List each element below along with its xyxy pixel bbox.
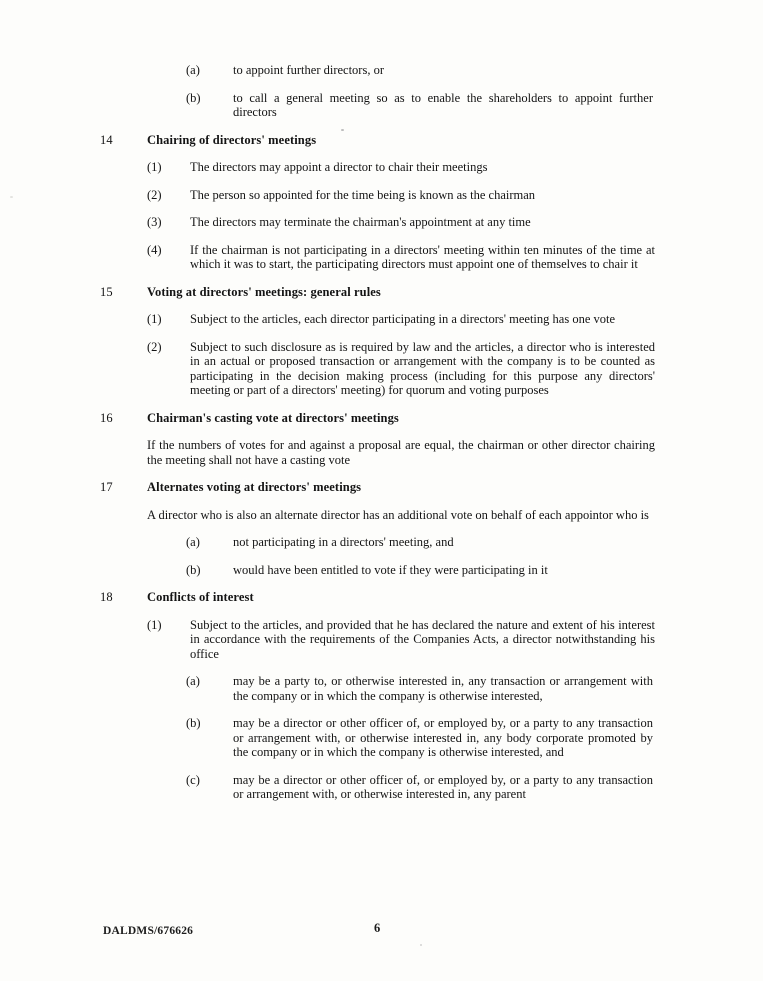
item-label: (2): [147, 339, 162, 354]
section-number: 14: [100, 132, 113, 147]
list-item-row: [0, 773, 763, 802]
paragraph: [0, 508, 763, 523]
item-text: would have been entitled to vote if they were participating in it: [233, 562, 548, 577]
item-text: to call a general meeting so as to enable the shareholders to appoint further directors: [233, 90, 653, 119]
document-flow: [0, 63, 763, 815]
paragraph: [0, 438, 763, 467]
scan-speck: [420, 944, 422, 946]
item-label: (2): [147, 187, 162, 202]
section-heading-row: [0, 133, 763, 148]
footer-page-number: 6: [374, 921, 381, 935]
list-item-row: [0, 243, 763, 272]
scan-speck: [10, 196, 13, 198]
item-text: Subject to the articles, and provided that he has declared the nature and extent of his interest in accordance with the requirements of the Companies Acts, a director notwithstanding his office: [190, 617, 655, 661]
section-heading-row: [0, 480, 763, 495]
section-heading-row: [0, 590, 763, 605]
list-item-row: [0, 188, 763, 203]
section-title: Chairing of directors' meetings: [147, 132, 317, 147]
list-item-row: [0, 160, 763, 175]
item-text: may be a director or other officer of, or employed by, or a party to any transaction or arrangement with, or otherwise interested in, any parent: [233, 772, 653, 801]
list-item-row: [0, 563, 763, 578]
item-label: (b): [186, 716, 201, 730]
list-item-row: [0, 535, 763, 550]
item-text: not participating in a directors' meeting, and: [233, 535, 454, 549]
item-text: may be a director or other officer of, or employed by, or a party to any transaction or arrangement with, or otherwise interested in, any body corporate promoted by the company or in which the company is otherwise interested, and: [233, 716, 653, 759]
item-label: (1): [147, 312, 162, 326]
item-label: (b): [186, 562, 201, 577]
item-text: to appoint further directors, or: [233, 63, 384, 77]
list-item-row: [0, 340, 763, 398]
list-item-row: [0, 91, 763, 120]
section-title: Alternates voting at directors' meetings: [147, 480, 362, 494]
item-label: (c): [186, 772, 200, 787]
item-text: If the numbers of votes for and against a proposal are equal, the chairman or other director chairing the meeting shall not have a casting vote: [147, 438, 655, 467]
section-title: Conflicts of interest: [147, 590, 254, 604]
scan-speck: [341, 129, 344, 131]
item-text: Subject to such disclosure as is required by law and the articles, a director who is interested in an actual or proposed transaction or arrangement with the company is to be counted as participating in the decision making process (including for this purpose any directors' meeting or part of a directors' meeting) for quorum and voting purposes: [190, 339, 655, 397]
item-text: If the chairman is not participating in a directors' meeting within ten minutes of the time at which it was to start, the participating directors must appoint one of themselves to chair it: [190, 242, 655, 271]
item-label: (b): [186, 90, 201, 105]
item-label: (3): [147, 215, 162, 229]
item-text: Subject to the articles, each director participating in a directors' meeting has one vote: [190, 312, 616, 326]
list-item-row: [0, 618, 763, 662]
item-label: (1): [147, 617, 162, 632]
list-item-row: [0, 674, 763, 703]
item-text: The directors may appoint a director to chair their meetings: [190, 160, 488, 174]
footer-document-reference: DALDMS/676626: [103, 925, 194, 937]
item-label: (a): [186, 63, 200, 77]
item-label: (1): [147, 160, 162, 174]
section-number: 16: [100, 410, 113, 425]
item-text: The directors may terminate the chairman's appointment at any time: [190, 215, 531, 229]
item-label: (a): [186, 535, 200, 549]
item-label: (4): [147, 242, 162, 257]
section-heading-row: [0, 285, 763, 300]
item-label: (a): [186, 674, 200, 688]
item-text: A director who is also an alternate director has an additional vote on behalf of each appointor who is: [147, 507, 649, 522]
section-number: 17: [100, 480, 113, 494]
section-title: Voting at directors' meetings: general rules: [147, 284, 381, 299]
item-text: The person so appointed for the time being is known as the chairman: [190, 187, 536, 202]
section-heading-row: [0, 411, 763, 426]
list-item-row: [0, 215, 763, 230]
list-item-row: [0, 312, 763, 327]
item-text: may be a party to, or otherwise interested in, any transaction or arrangement with the company or in which the company is otherwise interested,: [233, 674, 653, 703]
list-item-row: [0, 716, 763, 760]
list-item-row: [0, 63, 763, 78]
section-number: 18: [100, 590, 113, 604]
section-title: Chairman's casting vote at directors' meetings: [147, 410, 399, 425]
section-number: 15: [100, 284, 113, 299]
